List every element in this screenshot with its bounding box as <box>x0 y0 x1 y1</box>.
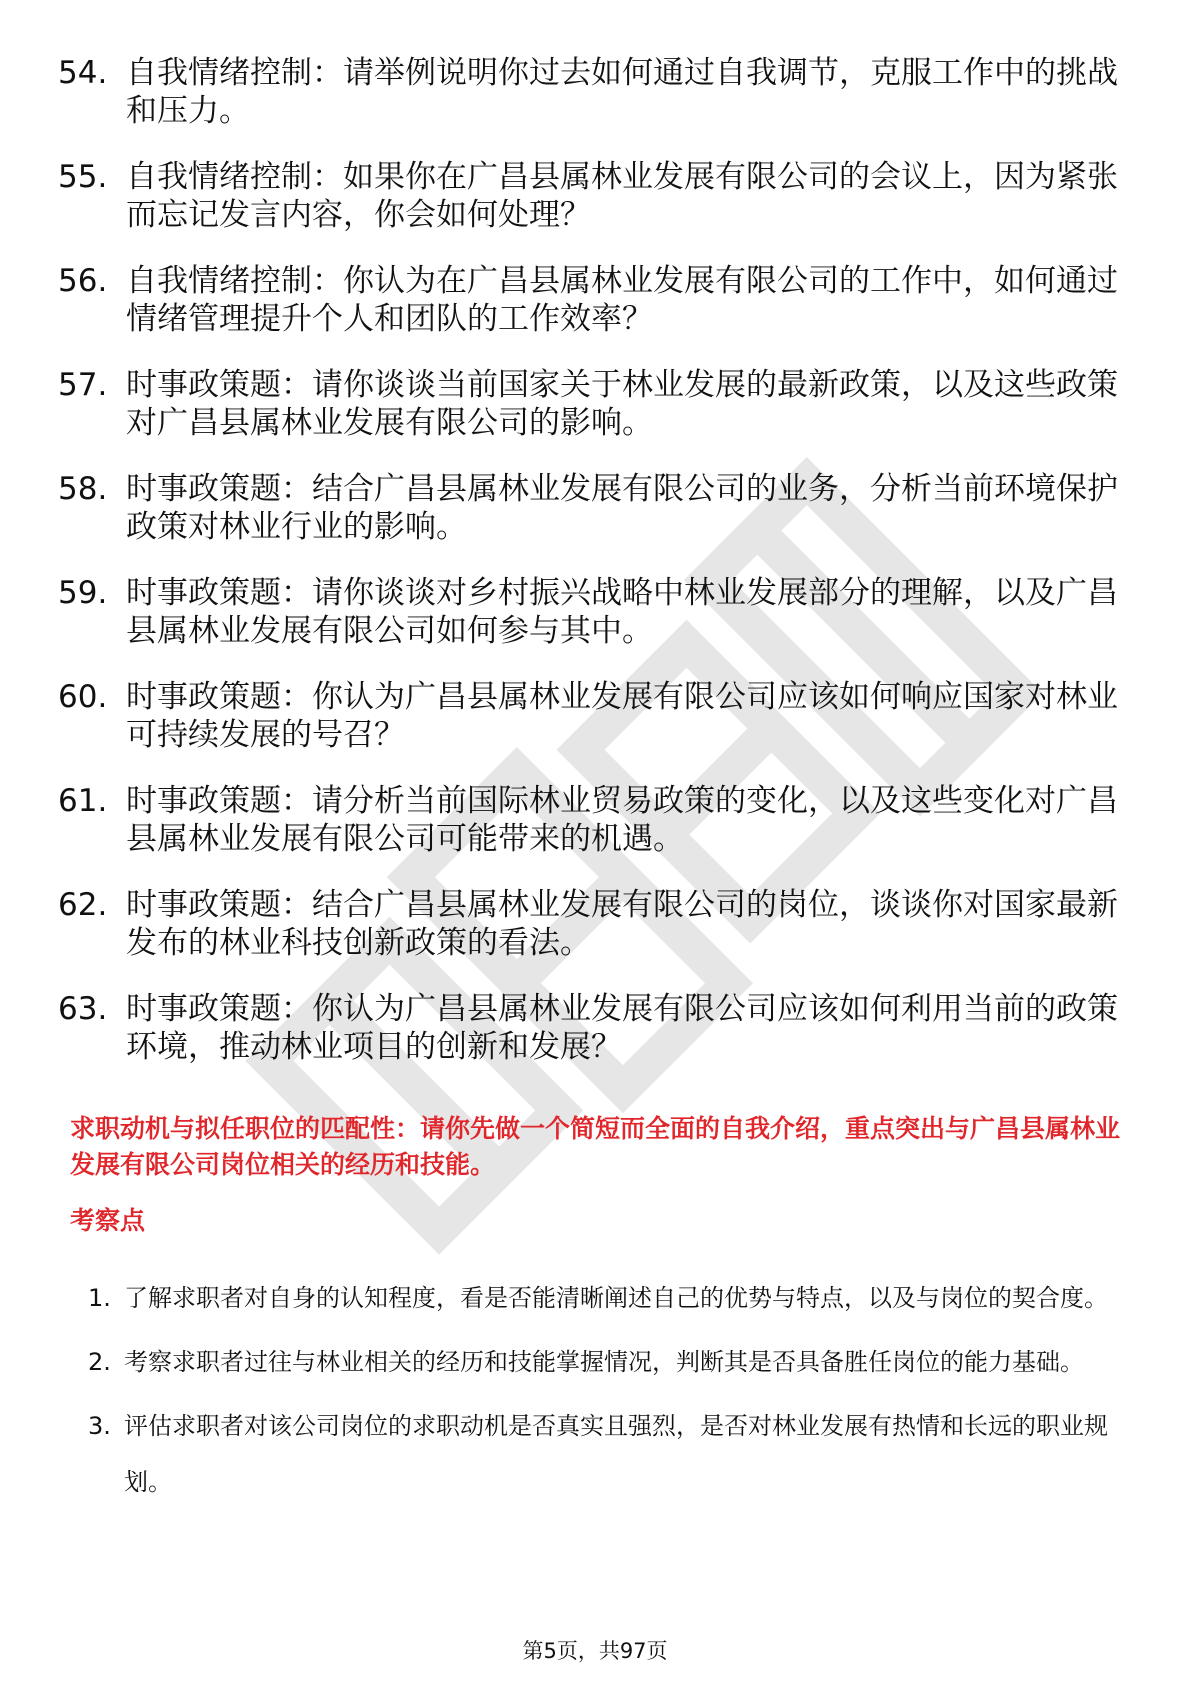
question-item <box>58 782 1118 858</box>
question-item <box>58 158 1118 234</box>
page-footer: 第5页，共97页 <box>522 1639 668 1663</box>
question-text: 时事政策题：请分析当前国际林业贸易政策的变化，以及这些变化对广昌县属林业发展有限公司可能带来的机遇。 <box>126 783 1118 857</box>
question-number: 57. <box>58 367 108 403</box>
question-number: 61. <box>58 783 108 819</box>
question-item <box>58 470 1118 546</box>
question-item <box>58 366 1118 442</box>
question-text: 时事政策题：请你谈谈对乡村振兴战略中林业发展部分的理解，以及广昌县属林业发展有限公司如何参与其中。 <box>126 575 1118 649</box>
question-list <box>58 54 1118 1094</box>
point-text: 考察求职者过往与林业相关的经历和技能掌握情况，判断其是否具备胜任岗位的能力基础。 <box>124 1348 1084 1376</box>
section-title: 考察点 <box>70 1206 146 1235</box>
question-item <box>58 54 1118 130</box>
point-number: 3. <box>88 1412 111 1440</box>
question-item <box>58 574 1118 650</box>
question-text: 时事政策题：请你谈谈当前国家关于林业发展的最新政策，以及这些政策对广昌县属林业发展有限公司的影响。 <box>126 367 1118 441</box>
question-text: 时事政策题：你认为广昌县属林业发展有限公司应该如何响应国家对林业可持续发展的号召？ <box>126 679 1118 753</box>
assessment-point <box>88 1334 1120 1390</box>
question-text: 时事政策题：结合广昌县属林业发展有限公司的岗位，谈谈你对国家最新发布的林业科技创新政策的看法。 <box>126 887 1118 961</box>
question-number: 54. <box>58 55 108 91</box>
question-item <box>58 262 1118 338</box>
question-item <box>58 990 1118 1066</box>
question-number: 56. <box>58 263 108 299</box>
point-number: 1. <box>88 1284 111 1312</box>
point-text: 了解求职者对自身的认知程度，看是否能清晰阐述自己的优势与特点，以及与岗位的契合度。 <box>124 1284 1108 1312</box>
question-text: 自我情绪控制：如果你在广昌县属林业发展有限公司的会议上，因为紧张而忘记发言内容，你会如何处理？ <box>126 159 1118 233</box>
question-number: 60. <box>58 679 108 715</box>
question-number: 62. <box>58 887 108 923</box>
question-item <box>58 678 1118 754</box>
point-text: 评估求职者对该公司岗位的求职动机是否真实且强烈，是否对林业发展有热情和长远的职业规划。 <box>124 1412 1108 1496</box>
question-number: 59. <box>58 575 108 611</box>
question-number: 55. <box>58 159 108 195</box>
question-text: 时事政策题：你认为广昌县属林业发展有限公司应该如何利用当前的政策环境，推动林业项目的创新和发展？ <box>126 991 1118 1065</box>
point-number: 2. <box>88 1348 111 1376</box>
highlight-question: 求职动机与拟任职位的匹配性：请你先做一个简短而全面的自我介绍，重点突出与广昌县属林业发展有限公司岗位相关的经历和技能。 <box>70 1114 1121 1179</box>
question-number: 63. <box>58 991 108 1027</box>
assessment-points-list <box>88 1270 1120 1518</box>
question-text: 自我情绪控制：你认为在广昌县属林业发展有限公司的工作中，如何通过情绪管理提升个人和团队的工作效率？ <box>126 263 1118 337</box>
question-number: 58. <box>58 471 108 507</box>
question-text: 时事政策题：结合广昌县属林业发展有限公司的业务，分析当前环境保护政策对林业行业的影响。 <box>126 471 1118 545</box>
question-item <box>58 886 1118 962</box>
assessment-point <box>88 1398 1120 1510</box>
question-text: 自我情绪控制：请举例说明你过去如何通过自我调节，克服工作中的挑战和压力。 <box>126 55 1118 129</box>
assessment-point <box>88 1270 1120 1326</box>
